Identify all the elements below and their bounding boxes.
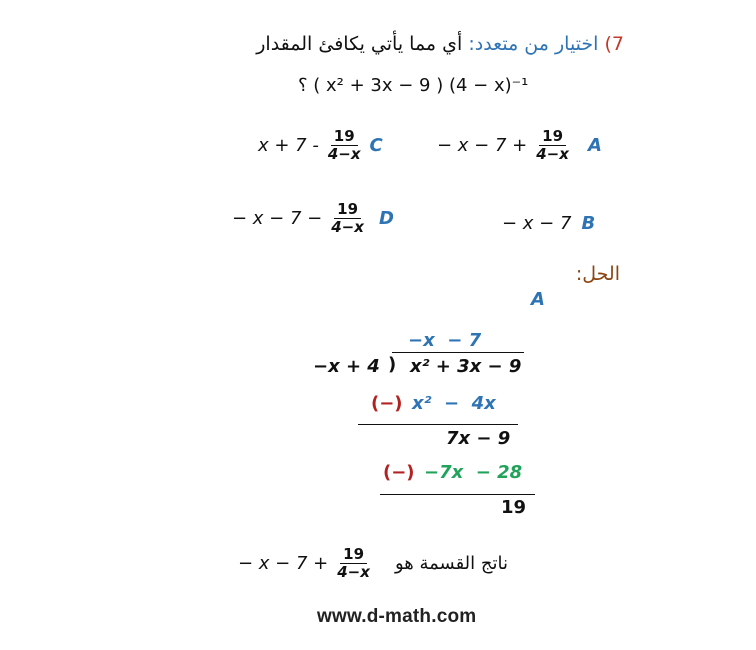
remainder-1: 7x − 9 (446, 428, 511, 449)
division-bracket: ) (388, 354, 397, 375)
option-d-letter: D (378, 208, 394, 230)
division-dividend: x² + 3x − 9 (410, 356, 522, 377)
result-fraction: $\frac{19}{4-x}$ (337, 545, 370, 582)
final-remainder: 19 (501, 497, 527, 518)
option-a-letter: A (587, 135, 602, 157)
step2-expression: −7x − 28 (424, 462, 523, 483)
question-prompt: أي مما يأتي يكافئ المقدار (256, 33, 463, 55)
option-a-fraction: $\frac{19}{4-x}$ (536, 127, 569, 164)
division-bar (392, 352, 524, 353)
question-number: 7) (604, 33, 624, 55)
solution-label: الحل: (575, 263, 620, 285)
division-quotient: −x − 7 (408, 330, 482, 351)
division-divisor: −x + 4 (313, 356, 380, 377)
question-type: اختيار من متعدد: (468, 33, 599, 55)
result-label: ناتج القسمة هو (394, 553, 508, 575)
step1-expression: x² − 4x (412, 393, 496, 414)
option-c-letter: C (369, 135, 383, 157)
option-c-lead: x + 7 - (258, 135, 319, 157)
option-b[interactable] (502, 213, 595, 234)
option-c-fraction: $\frac{19}{4-x}$ (327, 127, 361, 164)
option-c[interactable] (258, 128, 383, 164)
step1-sign: (−) (371, 393, 403, 414)
result-line (238, 546, 508, 582)
option-b-letter: B (581, 213, 596, 234)
result-lead: − x − 7 + (238, 553, 329, 575)
question-header (256, 33, 624, 55)
option-a-lead: − x − 7 + (437, 135, 528, 157)
option-a[interactable] (437, 128, 602, 164)
website-link[interactable]: www.d-math.com (317, 606, 477, 627)
solution-answer: A (531, 289, 545, 310)
option-d-lead: − x − 7 − (232, 208, 323, 230)
step2-line (380, 494, 535, 495)
step2-sign: (−) (383, 462, 415, 483)
question-expression: ؟ ( x² + 3x − 9 ) (4 − x)⁻¹ (298, 75, 529, 96)
option-d-fraction: $\frac{19}{4-x}$ (331, 200, 364, 237)
step1-line (358, 424, 518, 425)
option-b-text: − x − 7 (502, 213, 572, 234)
option-d[interactable] (232, 201, 394, 237)
